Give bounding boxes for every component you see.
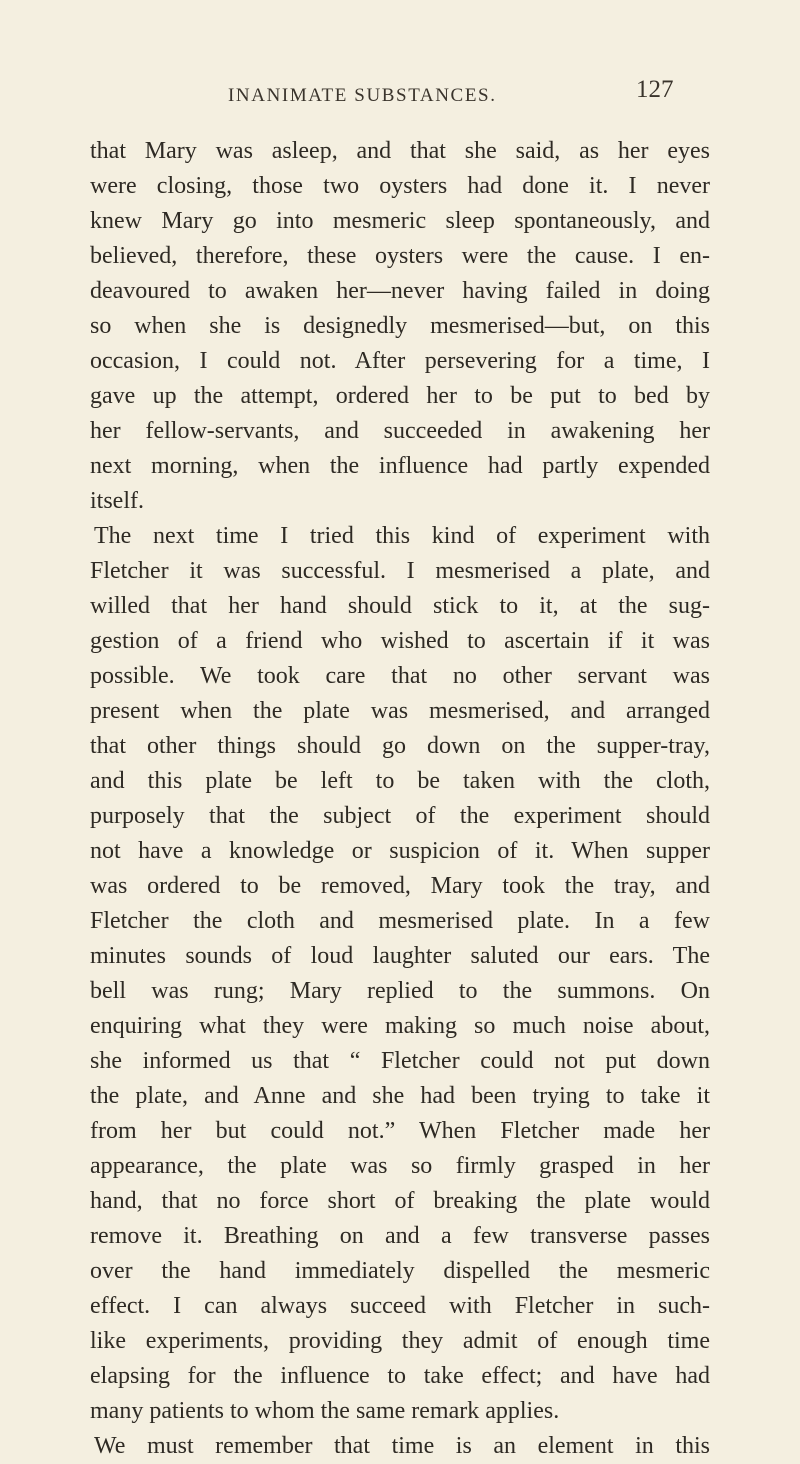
text-line: Fletcher the cloth and mesmerised plate. In a few xyxy=(90,908,710,934)
text-line: from her but could not.” When Fletcher made her xyxy=(90,1118,710,1144)
text-line: itself. xyxy=(90,488,144,514)
text-line: over the hand immediately dispelled the mesmeric xyxy=(90,1258,710,1284)
text-line: deavoured to awaken her—never having failed in doing xyxy=(90,278,710,304)
text-line: occasion, I could not. After persevering for a time, I xyxy=(90,348,710,374)
text-line: gave up the attempt, ordered her to be put to bed by xyxy=(90,383,710,409)
text-line: hand, that no force short of breaking the plate would xyxy=(90,1188,710,1214)
text-line: elapsing for the influence to take effect; and have had xyxy=(90,1363,710,1389)
text-line: effect. I can always succeed with Fletcher in such- xyxy=(90,1293,710,1319)
text-line: We must remember that time is an element in this xyxy=(94,1433,710,1459)
text-line: that other things should go down on the supper-tray, xyxy=(90,733,710,759)
text-line: possible. We took care that no other servant was xyxy=(90,663,710,689)
text-line: next morning, when the influence had partly expended xyxy=(90,453,710,479)
text-line: she informed us that “ Fletcher could not put down xyxy=(90,1048,710,1074)
text-line: like experiments, providing they admit of enough time xyxy=(90,1328,710,1354)
text-line: knew Mary go into mesmeric sleep spontaneously, and xyxy=(90,208,710,234)
text-line: minutes sounds of loud laughter saluted our ears. The xyxy=(90,943,710,969)
text-line: remove it. Breathing on and a few transverse passes xyxy=(90,1223,710,1249)
text-line: her fellow-servants, and succeeded in awakening her xyxy=(90,418,710,444)
text-line: present when the plate was mesmerised, and arranged xyxy=(90,698,710,724)
text-line: not have a knowledge or suspicion of it. When supper xyxy=(90,838,710,864)
text-line: The next time I tried this kind of experiment with xyxy=(94,523,710,549)
text-line: many patients to whom the same remark applies. xyxy=(90,1398,560,1424)
text-line: were closing, those two oysters had done it. I never xyxy=(90,173,710,199)
text-line: the plate, and Anne and she had been trying to take it xyxy=(90,1083,710,1109)
text-line: bell was rung; Mary replied to the summons. On xyxy=(90,978,710,1004)
text-line: believed, therefore, these oysters were the cause. I en- xyxy=(90,243,710,269)
text-line: Fletcher it was successful. I mesmerised a plate, and xyxy=(90,558,710,584)
text-line: purposely that the subject of the experiment should xyxy=(90,803,710,829)
text-line: enquiring what they were making so much noise about, xyxy=(90,1013,710,1039)
text-line: and this plate be left to be taken with the cloth, xyxy=(90,768,710,794)
running-title: INANIMATE SUBSTANCES. xyxy=(228,85,497,106)
text-line: appearance, the plate was so firmly grasped in her xyxy=(90,1153,710,1179)
text-line: was ordered to be removed, Mary took the tray, and xyxy=(90,873,710,899)
body-text xyxy=(90,134,710,1464)
text-line: willed that her hand should stick to it, at the sug- xyxy=(90,593,710,619)
text-line: gestion of a friend who wished to ascertain if it was xyxy=(90,628,710,654)
text-line: so when she is designedly mesmerised—but, on this xyxy=(90,313,710,339)
text-line: that Mary was asleep, and that she said, as her eyes xyxy=(90,138,710,164)
page-number: 127 xyxy=(636,76,674,103)
